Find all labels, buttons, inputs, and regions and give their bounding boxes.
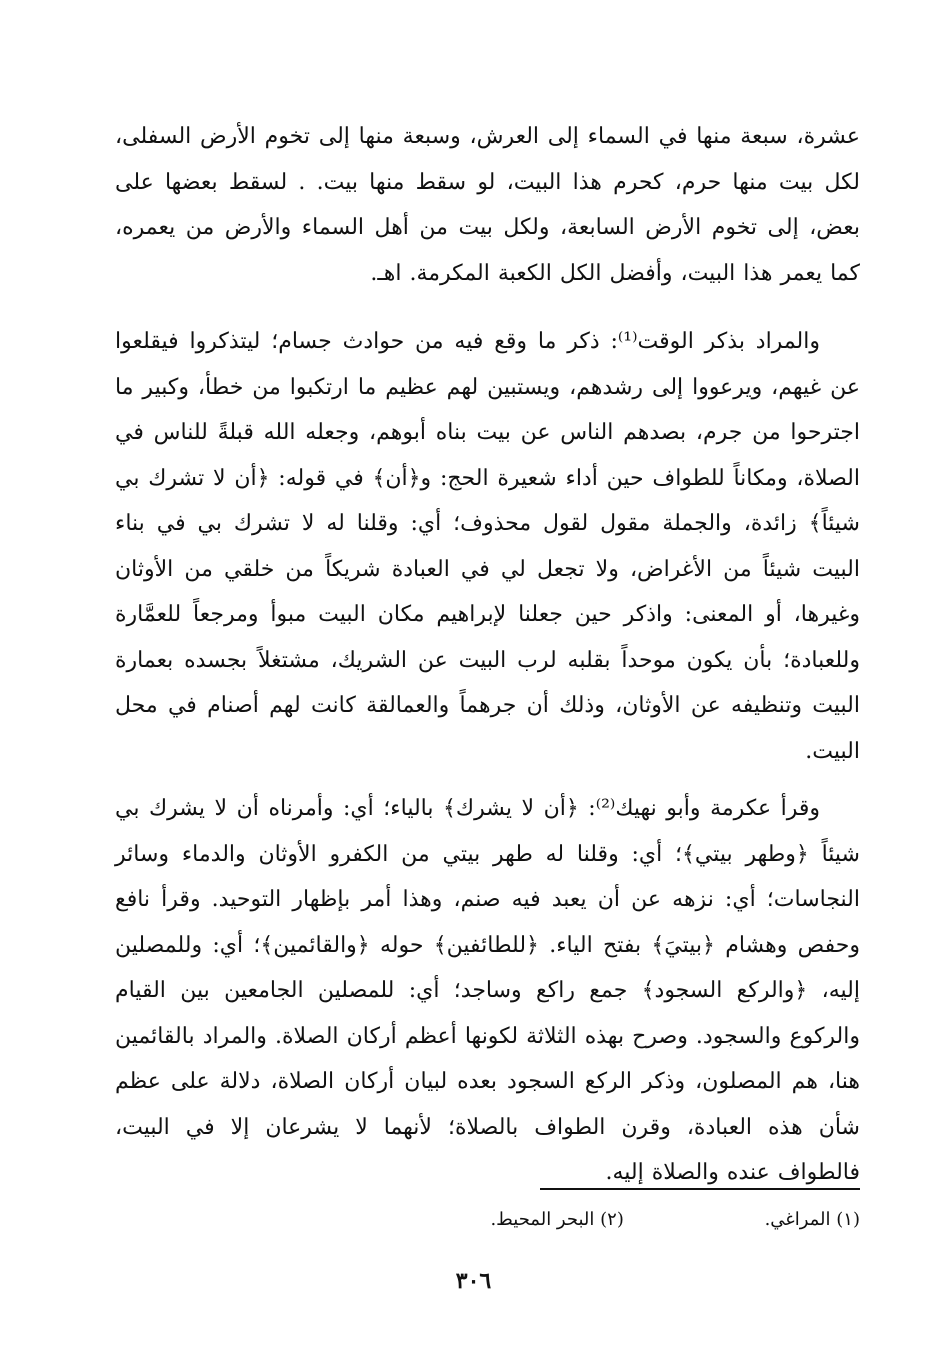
paragraph-continuation: عشرة، سبعة منها في السماء إلى العرش، وسبعة منها إلى تخوم الأرض السفلى، لكل بيت منها حرم، كحرم هذا البيت، لو سقط منها بيت. . لسقط بعضها على بعض، إلى تخوم الأرض السابعة، ولكل بيت من أهل السماء والأرض من يعمره، كما يعمر هذا البيت، وأفضل الكل الكعبة المكرمة. اهـ. [115, 124, 860, 286]
footnote-2: (٢) البحر المحيط. [490, 1209, 624, 1230]
footnote-1: (١) المراغي. [764, 1209, 860, 1230]
footnotes [490, 1205, 860, 1235]
paragraph-time-mention: والمراد بذكر الوقت⁽¹⁾: ذكر ما وقع فيه من حوادث جسام؛ ليتذكروا فيقلعوا عن غيهم، ويرعووا إلى رشدهم، ويستبين لهم عظيم ما ارتكبوا من خطأ، وكبير ما اجترحوا من جرم، بصدهم الناس عن بيت بناه أبوهم، وجعله الله قبلةً للناس في الصلاة، ومكاناً للطواف حين أداء شعيرة الحج: و﴿أن﴾ في قوله: ﴿أن لا تشرك بي شيئاً﴾ زائدة، والجملة مقول لقول محذوف؛ أي: وقلنا له لا تشرك بي في بناء البيت شيئاً من الأغراض، ولا تجعل لي في العبادة شريكاً من خلقي من الأوثان وغيرها، أو المعنى: واذكر حين جعلنا لإبراهيم مكان البيت مبوأ ومرجعاً للعمَّارة وللعبادة؛ بأن يكون موحداً بقلبه لرب البيت عن الشريك، مشتغلاً بجسده بعمارة البيت وتنظيفه عن الأوثان، وذلك أن جرهماً والعمالقة كانت لهم أصنام في محل البيت. [115, 329, 860, 764]
page-number: ٣٠٦ [455, 1268, 492, 1294]
paragraph-readings: وقرأ عكرمة وأبو نهيك⁽²⁾: ﴿أن لا يشرك﴾ بالياء؛ أي: وأمرناه أن لا يشرك بي شيئاً ﴿وطهر بيتي﴾؛ أي: وقلنا له طهر بيتي من الكفرو الأوثان والدماء وسائر النجاسات؛ أي: نزهه عن أن يعبد فيه صنم، وهذا أمر بإظهار التوحيد. وقرأ نافع وحفص وهشام ﴿بيتيَ﴾ بفتح الياء. ﴿للطائفين﴾ حوله ﴿والقائمين﴾؛ أي: وللمصلين إليه، ﴿والركع السجود﴾ جمع راكع وساجد؛ أي: للمصلين الجامعين بين القيام والركوع والسجود. وصرح بهذه الثلاثة لكونها أعظم أركان الصلاة. والمراد بالقائمين هنا، هم المصلون، وذكر الركع السجود بعده لبيان أركان الصلاة، دلالة على عظم شأن هذه العبادة، وقرن الطواف بالصلاة؛ لأنهما لا يشرعان إلا في البيت، فالطواف عنده والصلاة إليه. [115, 796, 860, 1185]
footnote-divider [540, 1188, 860, 1190]
